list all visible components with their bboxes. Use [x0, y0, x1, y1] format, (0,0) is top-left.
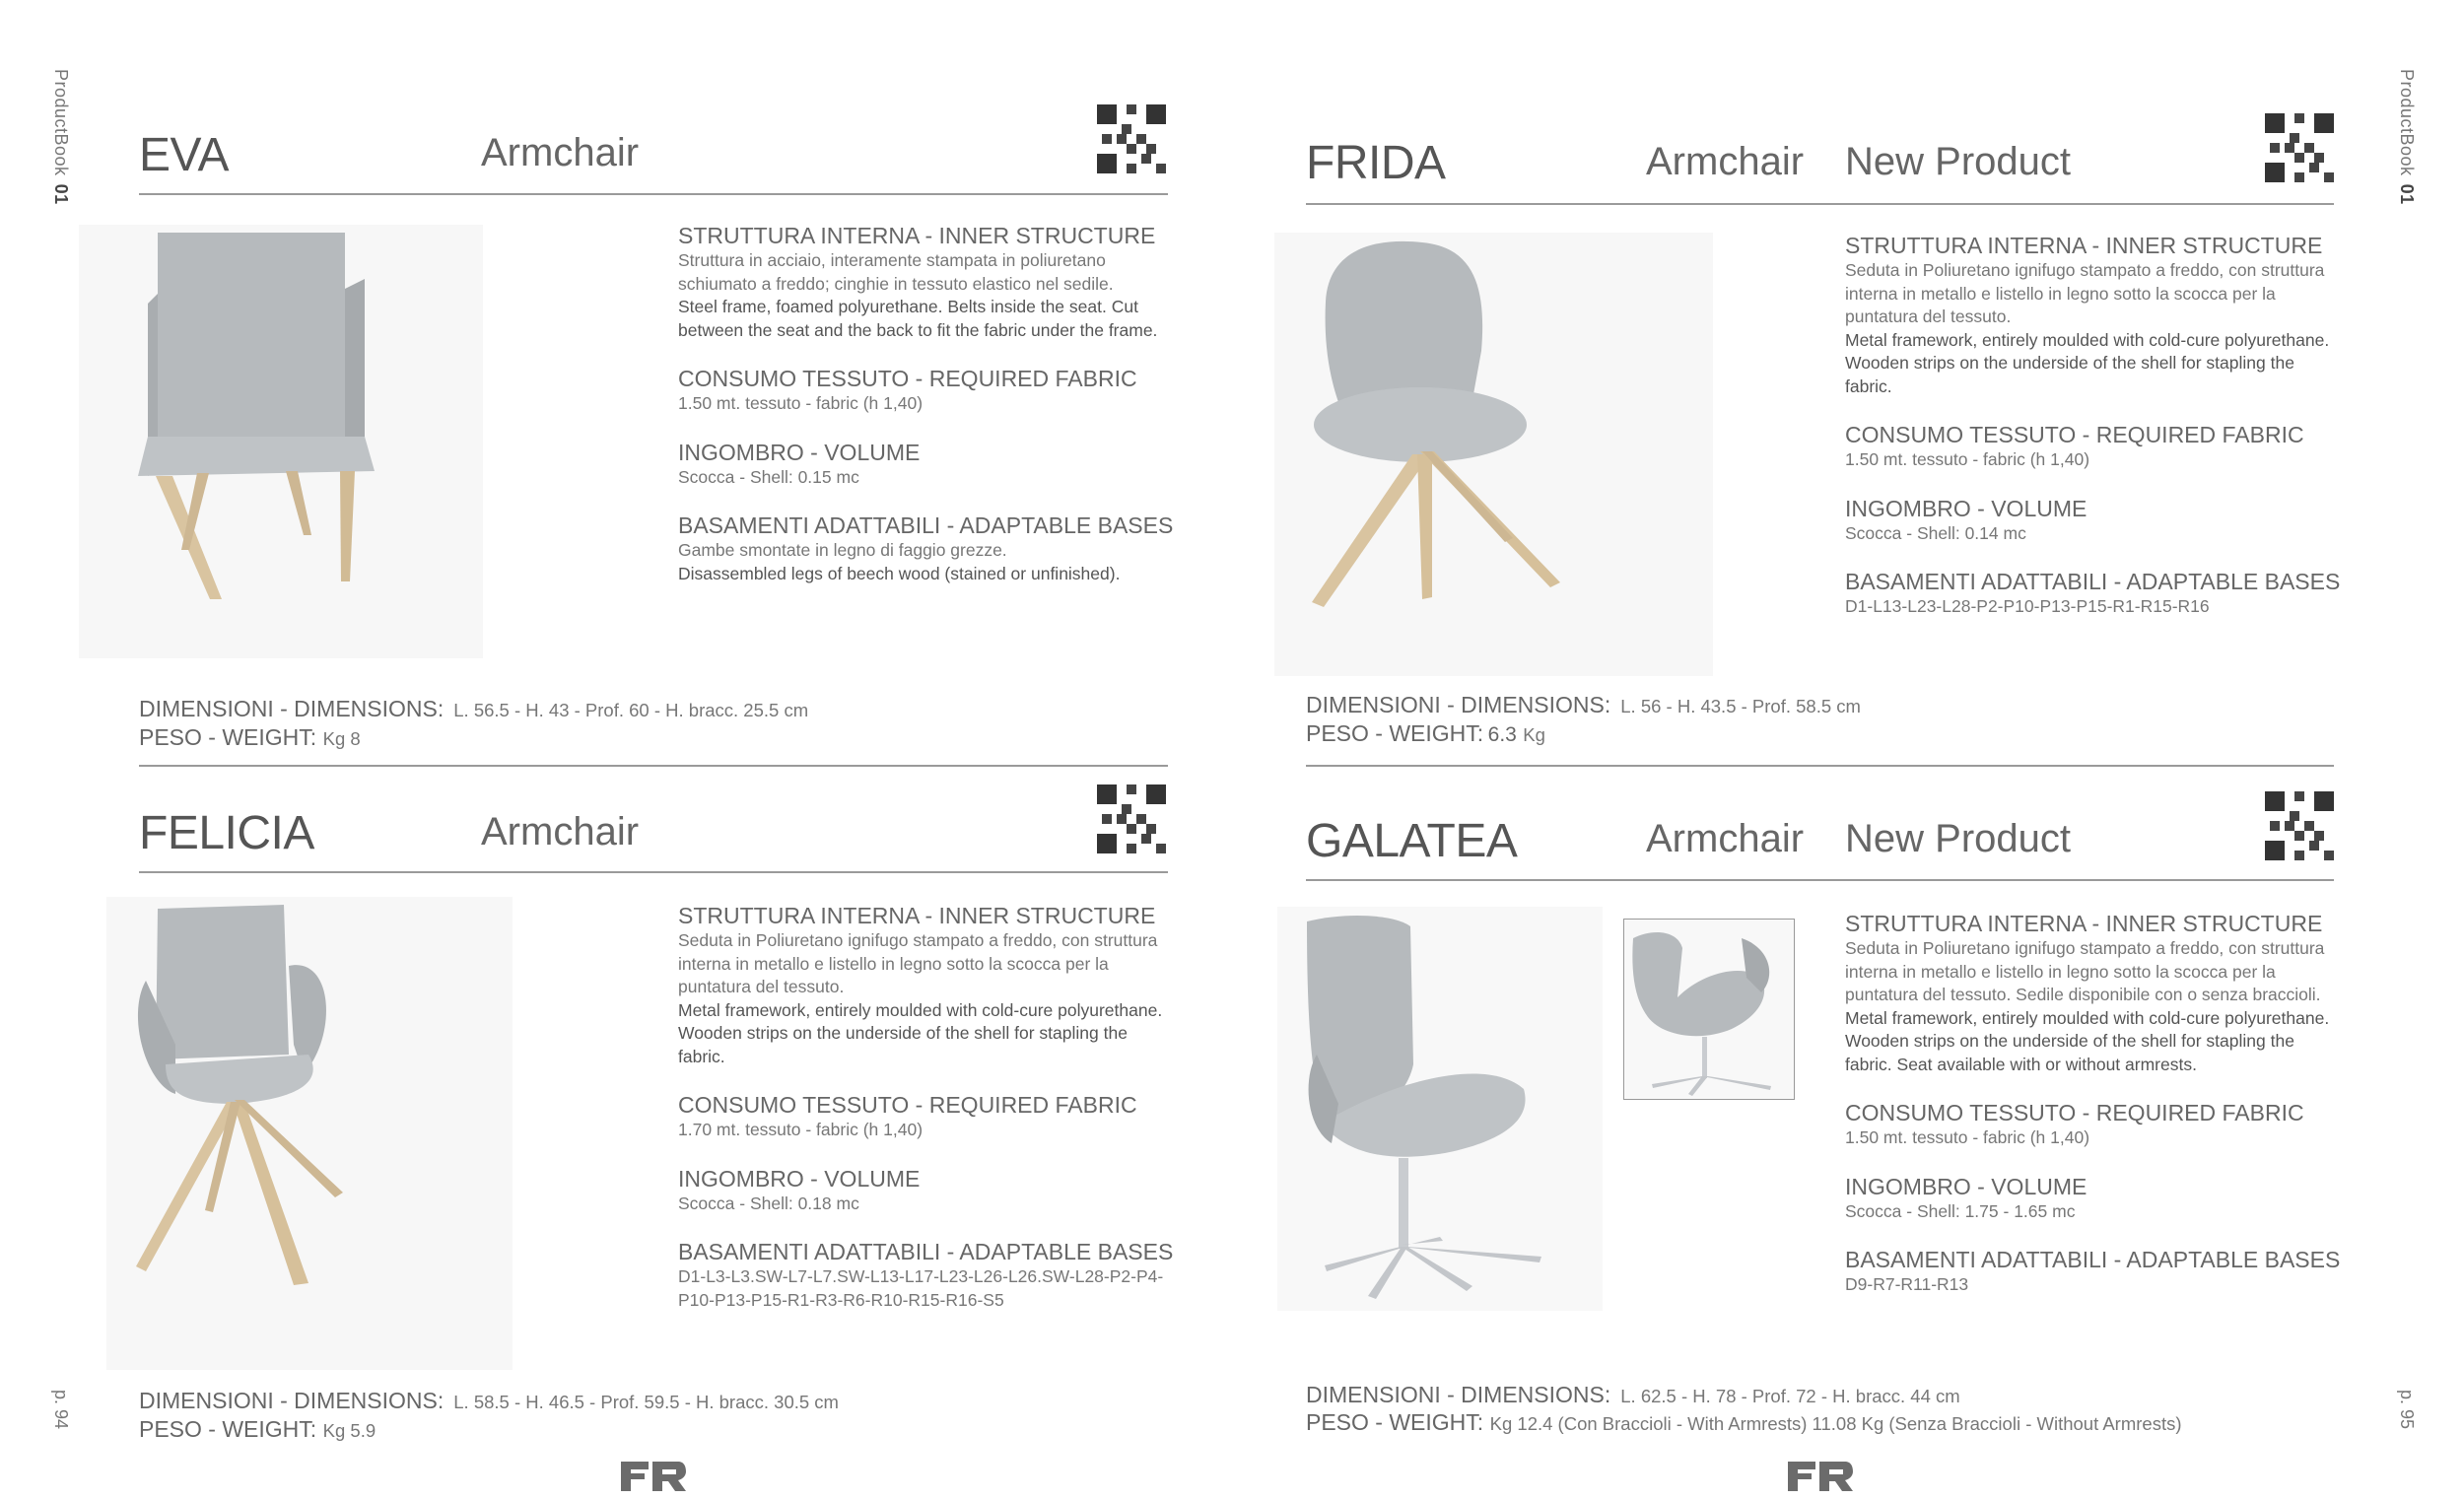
- bases-value: D1-L3-L3.SW-L7-L7.SW-L13-L17-L23-L26-L26.SW-L28-P2-P4-P10-P13-P15-R1-R3-R6-R10-R15-R16-S5: [678, 1266, 1164, 1310]
- bases-heading: BASAMENTI ADATTABILI - ADAPTABLE BASES: [678, 1239, 1174, 1264]
- spec-block: [678, 903, 1176, 1335]
- productbook-number: 01: [2397, 183, 2417, 205]
- dimensions-line: [139, 696, 808, 722]
- dimensions-label: DIMENSIONI - DIMENSIONS:: [139, 1388, 445, 1413]
- spec-block: [1845, 911, 2343, 1321]
- dimensions-value: L. 62.5 - H. 78 - Prof. 72 - H. bracc. 44 cm: [1620, 1386, 1960, 1406]
- fabric-heading: CONSUMO TESSUTO - REQUIRED FABRIC: [678, 1092, 1137, 1118]
- product-name: EVA: [139, 129, 229, 181]
- volume-heading: INGOMBRO - VOLUME: [1845, 495, 2088, 521]
- header-rule: [139, 193, 1168, 195]
- dimensions-label: DIMENSIONI - DIMENSIONS:: [1306, 1382, 1611, 1407]
- dimensions-line: [1306, 692, 1861, 718]
- inner-structure-heading: STRUTTURA INTERNA - INNER STRUCTURE: [678, 903, 1156, 928]
- product-name: FELICIA: [139, 807, 314, 859]
- dimensions-value: L. 58.5 - H. 46.5 - Prof. 59.5 - H. bracc. 30.5 cm: [453, 1392, 839, 1412]
- header-rule: [139, 871, 1168, 873]
- weight-label: PESO - WEIGHT:: [1306, 1409, 1484, 1435]
- volume-heading: INGOMBRO - VOLUME: [1845, 1173, 2088, 1199]
- product-type: Armchair: [1646, 140, 1805, 183]
- qr-code-icon: [2265, 791, 2334, 860]
- dimensions-value: L. 56 - H. 43.5 - Prof. 58.5 cm: [1620, 696, 1861, 716]
- fabric-heading: CONSUMO TESSUTO - REQUIRED FABRIC: [1845, 422, 2304, 447]
- bases-value: D9-R7-R11-R13: [1845, 1274, 1969, 1294]
- productbook-label: ProductBook: [2397, 69, 2417, 176]
- fabric-value: 1.50 mt. tessuto - fabric (h 1,40): [678, 393, 924, 413]
- structure-en: Steel frame, foamed polyurethane. Belts inside the seat. Cut between the seat and the back to fit the fabric under the frame.: [678, 297, 1158, 340]
- structure-en: Metal framework, entirely moulded with cold-cure polyurethane. Wooden strips on the underside of the shell for stapling the fabric. Seat available with or without armrests.: [1845, 1007, 2330, 1074]
- header-rule: [1306, 203, 2334, 205]
- bases-it: Gambe smontate in legno di faggio grezze.: [678, 540, 1007, 560]
- fabric-value: 1.50 mt. tessuto - fabric (h 1,40): [1845, 449, 2090, 469]
- product-type: Armchair: [481, 810, 640, 853]
- section-rule: [139, 765, 1168, 767]
- volume-value: Scocca - Shell: 0.14 mc: [1845, 522, 2026, 543]
- dimensions-line: [1306, 1382, 1960, 1408]
- qr-code-icon: [2265, 113, 2334, 182]
- fabric-value: 1.70 mt. tessuto - fabric (h 1,40): [678, 1120, 924, 1139]
- structure-it: Seduta in Poliuretano ignifugo stampato a freddo, con struttura interna in metallo e listello in legno sotto la scocca per la puntatura del tessuto.: [1845, 260, 2325, 326]
- inner-structure-heading: STRUTTURA INTERNA - INNER STRUCTURE: [1845, 233, 2323, 258]
- structure-it: Seduta in Poliuretano ignifugo stampato a freddo, con struttura interna in metallo e listello in legno sotto la scocca per la puntatura del tessuto.: [678, 930, 1158, 996]
- bases-value: D1-L13-L23-L28-P2-P10-P13-P15-R1-R15-R16: [1845, 596, 2210, 616]
- side-label-left: [50, 69, 71, 205]
- weight-line: [139, 1416, 376, 1443]
- product-photo-felicia: [106, 897, 513, 1370]
- weight-value: Kg 12.4 (Con Braccioli - With Armrests) 11.08 Kg (Senza Braccioli - Without Armrests): [1489, 1413, 2182, 1434]
- weight-unit: Kg: [1523, 724, 1545, 745]
- header-rule: [1306, 879, 2334, 881]
- bases-heading: BASAMENTI ADATTABILI - ADAPTABLE BASES: [1845, 1247, 2341, 1272]
- structure-it: Seduta in Poliuretano ignifugo stampato a freddo, con struttura interna in metallo e listello in legno sotto la scocca per la puntatura del tessuto. Sedile disponibile con o senza braccioli.: [1845, 938, 2325, 1004]
- new-product-badge: New Product: [1845, 140, 2071, 183]
- volume-value: Scocca - Shell: 1.75 - 1.65 mc: [1845, 1200, 2076, 1221]
- weight-label: PESO - WEIGHT:: [1306, 720, 1484, 746]
- product-photo-galatea-armrests: [1623, 919, 1795, 1100]
- product-type: Armchair: [1646, 817, 1805, 860]
- side-label-right: [2396, 69, 2417, 205]
- volume-heading: INGOMBRO - VOLUME: [678, 439, 921, 465]
- volume-value: Scocca - Shell: 0.18 mc: [678, 1193, 859, 1213]
- weight-line: [1306, 1409, 2182, 1436]
- brand-logo-icon: [621, 1458, 686, 1491]
- dimensions-label: DIMENSIONI - DIMENSIONS:: [139, 696, 445, 721]
- product-photo-eva: [79, 225, 483, 658]
- weight-value: Kg 5.9: [322, 1420, 376, 1441]
- volume-heading: INGOMBRO - VOLUME: [678, 1165, 921, 1192]
- weight-label: PESO - WEIGHT:: [139, 724, 317, 750]
- qr-code-icon: [1097, 784, 1166, 853]
- dimensions-value: L. 56.5 - H. 43 - Prof. 60 - H. bracc. 25.5 cm: [453, 700, 809, 720]
- weight-number: 6.3: [1487, 723, 1517, 746]
- bases-heading: BASAMENTI ADATTABILI - ADAPTABLE BASES: [1845, 569, 2341, 594]
- spec-block: [1845, 233, 2343, 643]
- section-rule: [1306, 765, 2334, 767]
- productbook-number: 01: [51, 183, 71, 205]
- structure-en: Metal framework, entirely moulded with cold-cure polyurethane. Wooden strips on the underside of the shell for stapling the fabric.: [678, 999, 1163, 1066]
- inner-structure-heading: STRUTTURA INTERNA - INNER STRUCTURE: [678, 223, 1156, 248]
- fabric-value: 1.50 mt. tessuto - fabric (h 1,40): [1845, 1127, 2090, 1147]
- volume-value: Scocca - Shell: 0.15 mc: [678, 466, 859, 487]
- inner-structure-heading: STRUTTURA INTERNA - INNER STRUCTURE: [1845, 911, 2323, 936]
- weight-label: PESO - WEIGHT:: [139, 1416, 317, 1442]
- product-photo-frida: [1274, 233, 1713, 676]
- product-name: GALATEA: [1306, 815, 1518, 867]
- brand-logo-icon: [1788, 1458, 1853, 1491]
- weight-line: [139, 724, 361, 751]
- bases-heading: BASAMENTI ADATTABILI - ADAPTABLE BASES: [678, 512, 1174, 538]
- product-name: FRIDA: [1306, 137, 1446, 189]
- product-photo-galatea: [1277, 907, 1603, 1311]
- structure-en: Metal framework, entirely moulded with cold-cure polyurethane. Wooden strips on the underside of the shell for stapling the fabric.: [1845, 329, 2330, 396]
- page-number-left: p. 94: [51, 1390, 71, 1430]
- dimensions-label: DIMENSIONI - DIMENSIONS:: [1306, 692, 1611, 717]
- productbook-label: ProductBook: [51, 69, 71, 176]
- weight-line: [1306, 720, 1545, 747]
- product-type: Armchair: [481, 131, 640, 174]
- bases-en: Disassembled legs of beech wood (stained or unfinished).: [678, 563, 1121, 583]
- new-product-badge: New Product: [1845, 817, 2071, 860]
- weight-value: Kg 8: [322, 728, 361, 749]
- qr-code-icon: [1097, 104, 1166, 173]
- structure-it: Struttura in acciaio, interamente stampata in poliuretano schiumato a freddo; cinghie in tessuto elastico nel sedile.: [678, 250, 1114, 294]
- page-number-right: p. 95: [2397, 1390, 2417, 1430]
- spec-block: [678, 223, 1176, 609]
- fabric-heading: CONSUMO TESSUTO - REQUIRED FABRIC: [1845, 1100, 2304, 1125]
- fabric-heading: CONSUMO TESSUTO - REQUIRED FABRIC: [678, 366, 1137, 391]
- dimensions-line: [139, 1388, 839, 1414]
